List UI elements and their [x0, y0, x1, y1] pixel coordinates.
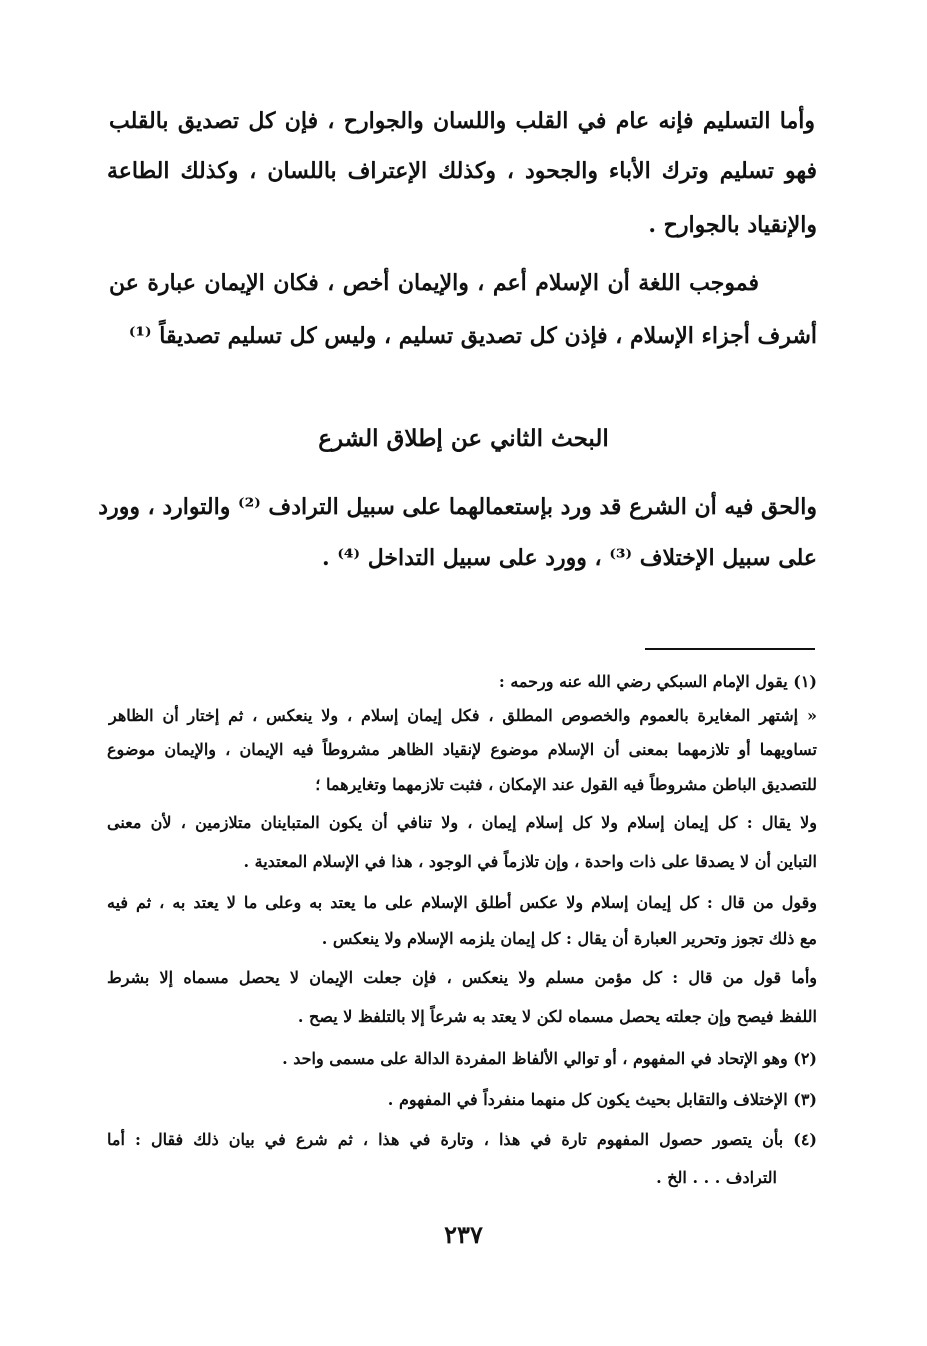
footnote-1-line-10: اللفظ فيصح وإن جعلته يحصل مسماه لكن لا يعتد به شرعاً إلا بالتلفظ لا يصح . [297, 1007, 817, 1026]
paragraph-1-line-3: والإنقياد بالجوارح . [648, 212, 817, 238]
paragraph-3-line-2: على سبيل الإختلاف ⁽³⁾ ، وورد على سبيل التداخل ⁽⁴⁾ . [322, 545, 817, 571]
footnote-3: (٣) الإختلاف والتقابل بحيث يكون كل منهما منفرداً في المفهوم . [387, 1090, 817, 1109]
footnote-separator [645, 648, 815, 650]
paragraph-1-line-1: وأما التسليم فإنه عام في القلب واللسان والجوارح ، فإن كل تصديق بالقلب [109, 108, 815, 134]
footnote-4-line-2: الترادف . . . الخ . [656, 1168, 777, 1187]
paragraph-2-line-1: فموجب اللغة أن الإسلام أعم ، والإيمان أخص ، فكان الإيمان عبارة عن [109, 270, 759, 296]
footnote-1-line-6: التباين أن لا يصدقا على ذات واحدة ، وإن تلازماً في الوجود ، هذا في الإسلام المعتدية . [243, 852, 817, 871]
footnote-1-line-1: (١) يقول الإمام السبكي رضي الله عنه ورحمه : [498, 672, 817, 691]
page-number: ٢٣٧ [444, 1220, 483, 1249]
footnote-4-line-1: (٤) بأن يتصور حصول المفهوم تارة في هذا ، وتارة في هذا ، ثم شرع في بيان ذلك فقال : أما [107, 1130, 817, 1149]
paragraph-3-line-1: والحق فيه أن الشرع قد ورد بإستعمالهما على سبيل الترادف ⁽²⁾ والتوارد ، وورد [98, 494, 817, 520]
footnote-1-line-3: تساويهما أو تلازمهما بمعنى أن الإسلام موضوع لإنقياد الظاهر مشروطاً فيه الإيمان ، والإيمان موضوع [107, 740, 818, 759]
footnote-1-line-2: « إشتهر المغايرة بالعموم والخصوص المطلق ، فكل إيمان إسلام ، ولا ينعكس ، ثم إختار أن الظاهر [109, 706, 817, 725]
paragraph-2-line-2: أشرف أجزاء الإسلام ، فإذن كل تصديق تسليم ، وليس كل تسليم تصديقاً ⁽¹⁾ [128, 323, 817, 349]
footnote-1-line-8: مع ذلك تجوز وتحرير العبارة أن يقال : كل إيمان يلزمه الإسلام ولا ينعكس . [321, 929, 817, 948]
paragraph-1-line-2: فهو تسليم وترك الأباء والجحود ، وكذلك الإعتراف باللسان ، وكذلك الطاعة [107, 158, 817, 184]
footnote-1-line-9: وأما قول من قال : كل مؤمن مسلم ولا ينعكس ، فإن جعلت الإيمان لا يحصل مسماه إلا بشرط [107, 968, 818, 987]
section-heading: البحث الثاني عن إطلاق الشرع [318, 425, 609, 452]
footnote-1-line-4: للتصديق الباطن مشروطاً فيه القول عند الإمكان ، فثبت تلازمهما وتغايرهما ؛ [315, 775, 817, 794]
footnote-2: (٢) وهو الإتحاد في المفهوم ، أو توالي الألفاظ المفردة الدالة على مسمى واحد . [282, 1049, 817, 1068]
footnote-1-line-7: وقول من قال : كل إيمان إسلام ولا عكس أطلق الإسلام على ما يعتد به وعلى ما لا يعتد به ، ثم فيه [107, 893, 817, 912]
footnote-1-line-5: ولا يقال : كل إيمان إسلام ولا كل إسلام إيمان ، ولا تنافي أن يكون المتباينان متلازمين ، لأن معنى [107, 813, 817, 832]
